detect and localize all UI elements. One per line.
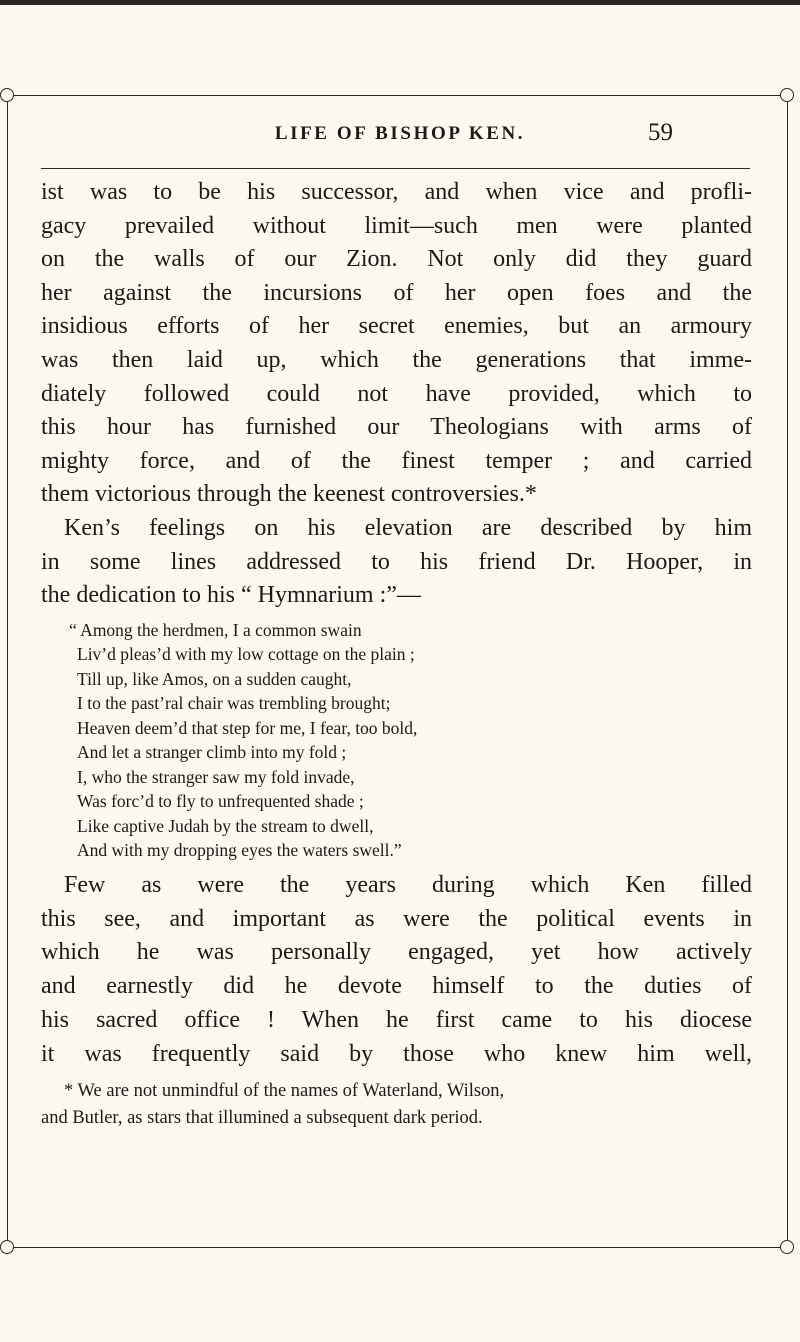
frame-corner-ornament-top-left (0, 88, 14, 102)
text-line: Ken’s feelings on his elevation are described by him (64, 514, 752, 541)
text-line: it was frequently said by those who knew him well, (41, 1040, 752, 1067)
paragraph-2 (41, 512, 752, 613)
text-line: mighty force, and of the finest temper ; and carried (41, 447, 752, 474)
paragraph-3 (41, 869, 752, 1072)
verse-line: Till up, like Amos, on a sudden caught, (77, 668, 352, 689)
text-line: Few as were the years during which Ken filled (64, 871, 752, 898)
page-number: 59 (648, 119, 673, 146)
footnote (41, 1078, 752, 1132)
verse-line: And with my dropping eyes the waters swell.” (77, 840, 402, 861)
text-line: gacy prevailed without limit—such men were planted (41, 212, 752, 239)
verse-line: I to the past’ral chair was trembling brought; (77, 693, 391, 714)
frame-top-rule (14, 95, 785, 96)
text-line: ist was to be his successor, and when vice and profli- (41, 179, 752, 205)
frame-bottom-rule (14, 1247, 785, 1248)
frame-right-rule (787, 102, 788, 1240)
text-line: this hour has furnished our Theologians with arms of (41, 414, 752, 441)
page-top-edge (0, 0, 800, 5)
verse-line: “ Among the herdmen, I a common swain (69, 619, 362, 640)
body-text (41, 176, 752, 1132)
verse-quotation (41, 618, 752, 863)
text-line: and earnestly did he devote himself to the duties of (41, 973, 752, 1000)
text-line: insidious efforts of her secret enemies, but an armoury (41, 313, 752, 340)
text-line: was then laid up, which the generations that imme- (41, 346, 752, 373)
verse-line: And let a stranger climb into my fold ; (77, 742, 347, 763)
text-line: which he was personally engaged, yet how actively (41, 939, 752, 966)
text-line: on the walls of our Zion. Not only did they guard (41, 246, 752, 273)
verse-line: Liv’d pleas’d with my low cottage on the plain ; (77, 644, 415, 665)
running-title: LIFE OF BISHOP KEN. (274, 123, 526, 144)
text-line: this see, and important as were the political events in (41, 905, 752, 932)
frame-corner-ornament-top-right (780, 88, 794, 102)
verse-line: Was forc’d to fly to unfrequented shade ; (77, 791, 364, 812)
text-line: her against the incursions of her open foes and the (41, 279, 752, 306)
paragraph-1 (41, 176, 752, 512)
text-line: his sacred office ! When he first came to his diocese (41, 1006, 752, 1033)
verse-line: I, who the stranger saw my fold invade, (77, 766, 355, 787)
frame-corner-ornament-bottom-left (0, 1240, 14, 1254)
text-line: diately followed could not have provided, which to (41, 380, 752, 407)
footnote-line: * We are not unmindful of the names of Waterland, Wilson, (64, 1080, 505, 1101)
text-line: in some lines addressed to his friend Dr. Hooper, in (41, 548, 752, 575)
running-head (0, 119, 800, 149)
frame-corner-ornament-bottom-right (780, 1240, 794, 1254)
frame-left-rule (7, 102, 8, 1240)
verse-line: Like captive Judah by the stream to dwell, (77, 815, 374, 836)
header-rule (41, 168, 750, 169)
verse-line: Heaven deem’d that step for me, I fear, too bold, (77, 717, 418, 738)
footnote-line: and Butler, as stars that illumined a subsequent dark period. (41, 1107, 483, 1128)
text-line: them victorious through the keenest controversies.* (41, 481, 537, 508)
text-line: the dedication to his “ Hymnarium :”— (41, 582, 421, 609)
